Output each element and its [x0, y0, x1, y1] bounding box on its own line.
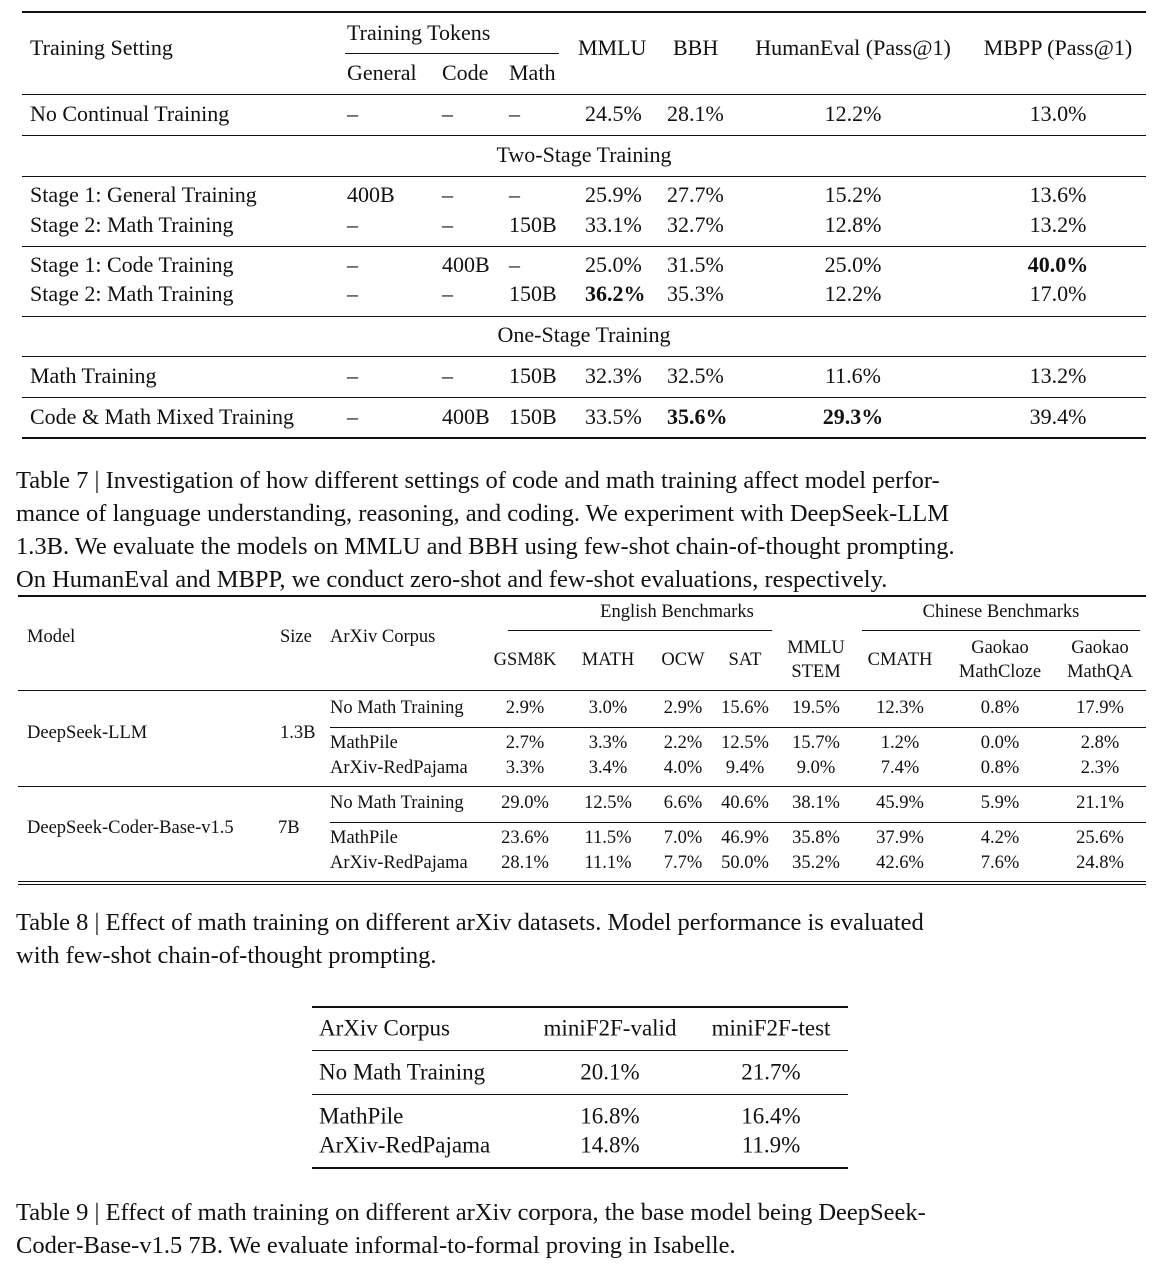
table-cell: 35.2% — [792, 852, 840, 873]
table-cell: 150B — [509, 211, 557, 237]
table-cell: 32.7% — [667, 211, 724, 237]
column-header: miniF2F-test — [711, 1015, 831, 1041]
table-rule — [22, 246, 1146, 247]
table-cell: 3.4% — [588, 757, 628, 778]
table-rule — [22, 135, 1146, 136]
table8-bottom-rule — [18, 884, 1146, 885]
table-cell: 37.9% — [876, 827, 924, 848]
column-header: miniF2F-valid — [543, 1015, 677, 1041]
column-header: Model — [27, 626, 76, 647]
table-cell: 16.8% — [580, 1103, 640, 1129]
table-cell: 2.3% — [1080, 757, 1120, 778]
table-cell: 21.1% — [1076, 792, 1124, 813]
column-header: General — [347, 59, 417, 85]
row-label: No Math Training — [319, 1059, 486, 1085]
table-cell: 29.3% — [822, 403, 884, 429]
table-cell: 3.3% — [588, 732, 628, 753]
table-cell: 15.2% — [824, 181, 882, 207]
table-cell: 25.0% — [585, 251, 642, 277]
table-cell: 11.5% — [584, 827, 632, 848]
table-cell: – — [509, 181, 520, 207]
model-name: DeepSeek-Coder-Base-v1.5 — [27, 817, 234, 838]
table-cell: 11.1% — [584, 852, 632, 873]
table-cell: 0.0% — [980, 732, 1020, 753]
table-cell: – — [442, 211, 453, 237]
table-cell: 5.9% — [980, 792, 1020, 813]
table-cell: 24.5% — [585, 100, 642, 126]
table-cell: 40.0% — [1027, 251, 1089, 277]
english-group-rule — [508, 630, 772, 631]
table-cell: – — [347, 362, 358, 388]
table-cell: 28.1% — [667, 100, 724, 126]
table-cell: 13.0% — [1029, 100, 1087, 126]
table-cell: 2.9% — [663, 697, 703, 718]
section-header: Two-Stage Training — [496, 141, 672, 167]
table-cell: 150B — [509, 280, 557, 306]
caption-line: mance of language understanding, reasoning, and coding. We experiment with DeepSeek-LLM — [16, 500, 950, 527]
table-cell: 2.9% — [505, 697, 545, 718]
table-cell: 12.3% — [876, 697, 924, 718]
table-cell: 27.7% — [667, 181, 724, 207]
table-cell: 36.2% — [585, 280, 646, 306]
table-cell: 2.8% — [1080, 732, 1120, 753]
table-rule — [22, 94, 1146, 95]
table-rule — [18, 690, 1146, 691]
table-cell: 33.1% — [585, 211, 642, 237]
table-cell: 35.6% — [667, 403, 728, 429]
table-cell: 15.7% — [792, 732, 840, 753]
table7-bottom-rule — [22, 437, 1146, 439]
table9-bottom-rule — [312, 1167, 848, 1169]
table-cell: 17.9% — [1076, 697, 1124, 718]
table-cell: 14.8% — [580, 1132, 640, 1158]
table-cell: – — [347, 280, 358, 306]
table-cell: 0.8% — [980, 757, 1020, 778]
column-group-header: English Benchmarks — [600, 601, 754, 622]
table-cell: 11.6% — [824, 362, 882, 388]
model-name: DeepSeek-LLM — [27, 722, 148, 743]
column-header: BBH — [673, 34, 719, 60]
model-size: 7B — [278, 817, 300, 838]
column-header: HumanEval (Pass@1) — [755, 34, 951, 60]
row-label: MathPile — [330, 827, 398, 848]
table-cell: 50.0% — [721, 852, 769, 873]
table-cell: 15.6% — [721, 697, 769, 718]
chinese-group-rule — [862, 630, 1140, 631]
table-cell: – — [347, 251, 358, 277]
row-label: Stage 1: General Training — [30, 181, 257, 207]
section-header: One-Stage Training — [497, 321, 671, 347]
column-header: Gaokao MathQA — [1067, 638, 1133, 682]
table-cell: 6.6% — [663, 792, 703, 813]
table-cell: 17.0% — [1029, 280, 1087, 306]
table-cell: 13.6% — [1029, 181, 1087, 207]
table-cell: – — [442, 100, 453, 126]
table-cell: 24.8% — [1076, 852, 1124, 873]
table-cell: 38.1% — [792, 792, 840, 813]
table-rule — [312, 1050, 848, 1051]
table-cell: 0.8% — [980, 697, 1020, 718]
column-header: GSM8K — [493, 650, 557, 670]
column-header: MBPP (Pass@1) — [983, 34, 1133, 60]
table-cell: 3.0% — [588, 697, 628, 718]
table-cell: 25.0% — [824, 251, 882, 277]
column-group-header: Chinese Benchmarks — [922, 601, 1080, 622]
table-rule — [330, 822, 1146, 823]
table-cell: – — [509, 251, 520, 277]
table-cell: 2.7% — [505, 732, 545, 753]
table7-group-rule — [345, 53, 559, 54]
table-cell: 7.7% — [663, 852, 703, 873]
caption-line: with few-shot chain-of-thought prompting. — [16, 942, 437, 969]
caption-line: Table 8 | Effect of math training on different arXiv datasets. Model performance is evaluated — [16, 909, 924, 936]
table-cell: 46.9% — [721, 827, 769, 848]
table-cell: – — [347, 100, 358, 126]
table-cell: 42.6% — [876, 852, 924, 873]
table-cell: 33.5% — [585, 403, 642, 429]
table7-caption — [16, 464, 1156, 596]
table-cell: 9.0% — [796, 757, 836, 778]
table-cell: – — [509, 100, 520, 126]
table-cell: 400B — [442, 251, 490, 277]
table-cell: 7.6% — [980, 852, 1020, 873]
table-cell: – — [347, 211, 358, 237]
table-cell: – — [442, 181, 453, 207]
row-label: Math Training — [30, 362, 157, 388]
table-cell: 150B — [509, 403, 557, 429]
column-header: MATH — [581, 650, 635, 670]
table-cell: 150B — [509, 362, 557, 388]
table-cell: 1.2% — [880, 732, 920, 753]
table-cell: 4.0% — [663, 757, 703, 778]
caption-line: Coder-Base-v1.5 7B. We evaluate informal-to-formal proving in Isabelle. — [16, 1232, 736, 1259]
row-label: MathPile — [330, 732, 398, 753]
table-cell: 25.6% — [1076, 827, 1124, 848]
table-rule — [18, 786, 1146, 787]
table-cell: 35.8% — [792, 827, 840, 848]
table-cell: 25.9% — [585, 181, 642, 207]
table8-top-rule — [18, 595, 1146, 597]
row-label: Stage 2: Math Training — [30, 280, 234, 306]
table9-top-rule — [312, 1006, 848, 1008]
table-cell: 40.6% — [721, 792, 769, 813]
table-cell: 3.3% — [505, 757, 545, 778]
column-header: ArXiv Corpus — [330, 626, 436, 647]
table-cell: – — [442, 280, 453, 306]
table7-top-rule — [22, 11, 1146, 13]
table8-bottom-rule — [18, 881, 1146, 882]
column-header: MMLU — [578, 34, 647, 60]
column-header: Gaokao MathCloze — [958, 638, 1042, 682]
table-cell: 7.4% — [880, 757, 920, 778]
row-label: ArXiv-RedPajama — [330, 757, 468, 778]
table-cell: 2.2% — [663, 732, 703, 753]
column-header: CMATH — [867, 650, 933, 670]
table-cell: 12.5% — [584, 792, 632, 813]
table9-caption — [16, 1196, 1156, 1262]
caption-line: Table 9 | Effect of math training on different arXiv corpora, the base model being DeepSeek- — [16, 1199, 926, 1226]
table-rule — [22, 316, 1146, 317]
table-cell: 21.7% — [741, 1059, 801, 1085]
table-cell: 32.3% — [585, 362, 642, 388]
table-cell: 29.0% — [501, 792, 549, 813]
table-cell: 12.5% — [721, 732, 769, 753]
row-label: Stage 2: Math Training — [30, 211, 234, 237]
table-cell: – — [347, 403, 358, 429]
table-cell: 400B — [442, 403, 490, 429]
column-header: ArXiv Corpus — [319, 1015, 450, 1041]
column-header: OCW — [661, 650, 705, 670]
row-label: No Math Training — [330, 792, 464, 813]
table-cell: 31.5% — [667, 251, 724, 277]
table-cell: 12.8% — [824, 211, 882, 237]
model-size: 1.3B — [280, 722, 316, 743]
row-label: ArXiv-RedPajama — [319, 1132, 491, 1158]
column-header: Size — [280, 626, 312, 647]
caption-line: On HumanEval and MBPP, we conduct zero-shot and few-shot evaluations, respectively. — [16, 566, 888, 593]
row-label: Code & Math Mixed Training — [30, 403, 295, 429]
table-cell: 400B — [347, 181, 395, 207]
table-rule — [22, 356, 1146, 357]
table-rule — [22, 176, 1146, 177]
table-rule — [330, 727, 1146, 728]
column-header: Code — [442, 59, 489, 85]
row-label: Stage 1: Code Training — [30, 251, 234, 277]
table-cell: 7.0% — [663, 827, 703, 848]
row-label: No Continual Training — [30, 100, 230, 126]
table-cell: 39.4% — [1029, 403, 1087, 429]
table-cell: 35.3% — [667, 280, 724, 306]
table-cell: 13.2% — [1029, 211, 1087, 237]
table-cell: 32.5% — [667, 362, 724, 388]
column-group-header: Training Tokens — [347, 19, 491, 45]
table-rule — [22, 397, 1146, 398]
table-cell: 23.6% — [501, 827, 549, 848]
table-rule — [312, 1094, 848, 1095]
caption-line: 1.3B. We evaluate the models on MMLU and BBH using few-shot chain-of-thought prompting. — [16, 533, 955, 560]
column-header: Training Setting — [30, 34, 173, 60]
row-label: MathPile — [319, 1103, 404, 1129]
table-cell: 45.9% — [876, 792, 924, 813]
caption-line: Table 7 | Investigation of how different settings of code and math training affect model perfor- — [16, 467, 940, 494]
table-cell: 19.5% — [792, 697, 840, 718]
table-cell: – — [442, 362, 453, 388]
table-cell: 20.1% — [580, 1059, 640, 1085]
table-cell: 12.2% — [824, 100, 882, 126]
table-cell: 9.4% — [725, 757, 765, 778]
row-label: No Math Training — [330, 697, 464, 718]
row-label: ArXiv-RedPajama — [330, 852, 468, 873]
table8-caption — [16, 906, 1156, 972]
table-cell: 11.9% — [741, 1132, 801, 1158]
table-cell: 16.4% — [741, 1103, 801, 1129]
table-cell: 12.2% — [824, 280, 882, 306]
column-header: SAT — [728, 650, 762, 670]
column-header: MMLU STEM — [787, 638, 845, 682]
table-cell: 13.2% — [1029, 362, 1087, 388]
table-cell: 28.1% — [501, 852, 549, 873]
table-cell: 4.2% — [980, 827, 1020, 848]
column-header: Math — [509, 59, 556, 85]
